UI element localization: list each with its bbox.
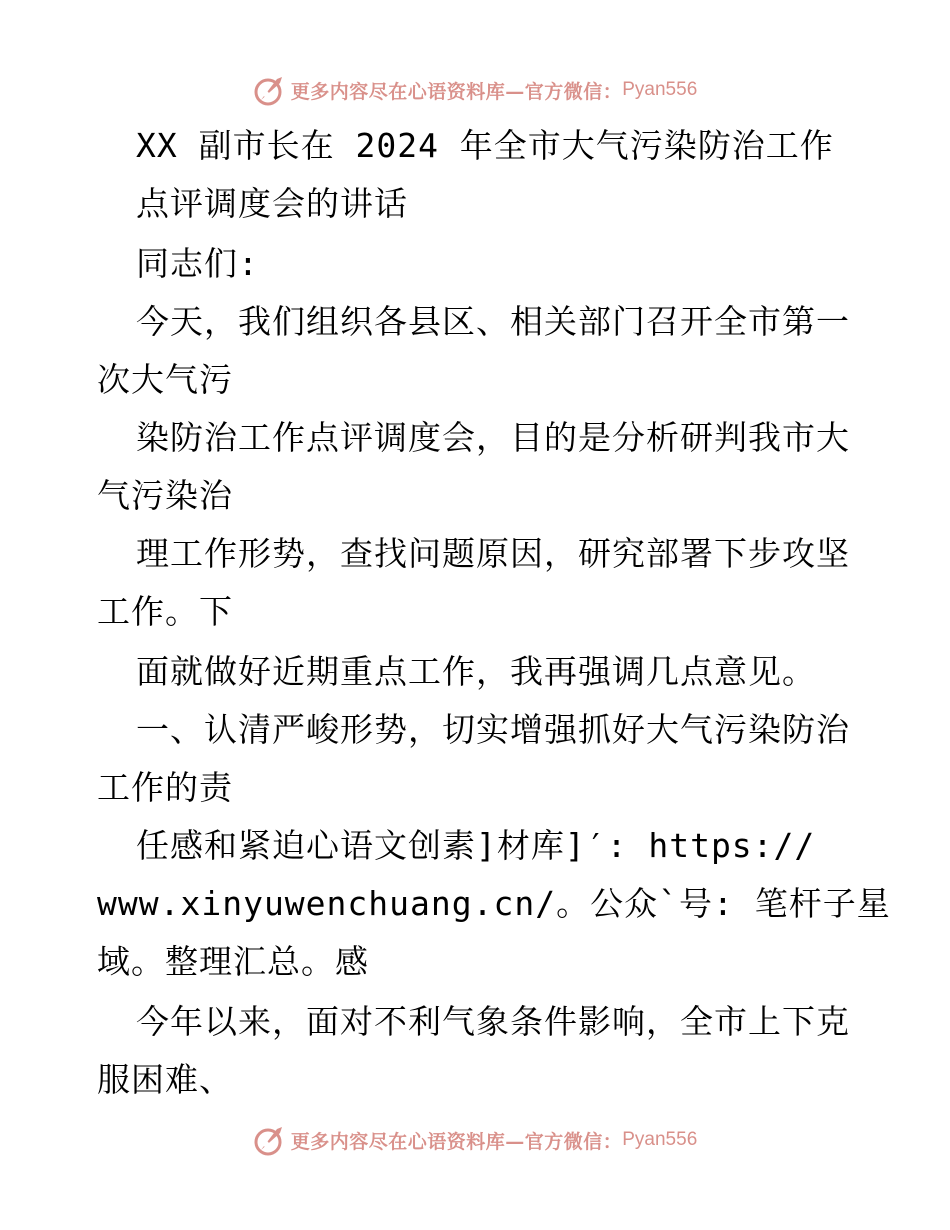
paragraph-line: 今年以来，面对不利气象条件影响，全市上下克 [136, 1002, 850, 1041]
paragraph-line: 染防治工作点评调度会，目的是分析研判我市大 [136, 418, 850, 457]
paragraph-line: 理工作形势，查找问题原因，研究部署下步攻坚 [136, 534, 850, 573]
paragraph-line: 气污染治 [97, 476, 233, 515]
watermark-handle: Pyan556 [622, 1129, 698, 1150]
paragraph-line: 面就做好近期重点工作，我再强调几点意见。 [136, 652, 816, 691]
paragraph-line: 今天，我们组织各县区、相关部门召开全市第一 [136, 302, 850, 341]
salutation: 同志们: [136, 244, 259, 283]
quill-seal-icon [253, 73, 287, 107]
paragraph-line: 次大气污 [97, 360, 233, 399]
paragraph-line: 域。整理汇总。感 [97, 942, 369, 981]
watermark-handle: Pyan556 [622, 79, 698, 100]
title-line-1: XX 副市长在 2024 年全市大气污染防治工作 [136, 126, 834, 165]
paragraph-line: www.xinyuwenchuang.cn/。公众`号: 笔杆子星 [97, 884, 891, 923]
section-heading-line: 工作的责 [97, 768, 233, 807]
title-line-2: 点评调度会的讲话 [136, 184, 408, 223]
paragraph-line: 任感和紧迫心语文创素]材库]′: https:// [136, 826, 816, 865]
watermark-banner-top [0, 70, 950, 110]
section-heading-line: 一、认清严峻形势，切实增强抓好大气污染防治 [136, 710, 850, 749]
quill-seal-icon [253, 1123, 287, 1157]
paragraph-line: 工作。下 [97, 592, 233, 631]
paragraph-line: 服困难、 [97, 1060, 233, 1099]
watermark-text: 更多内容尽在心语资料库—官方微信： [290, 80, 623, 103]
watermark-banner-bottom [0, 1120, 950, 1160]
watermark-text: 更多内容尽在心语资料库—官方微信： [290, 1130, 623, 1153]
